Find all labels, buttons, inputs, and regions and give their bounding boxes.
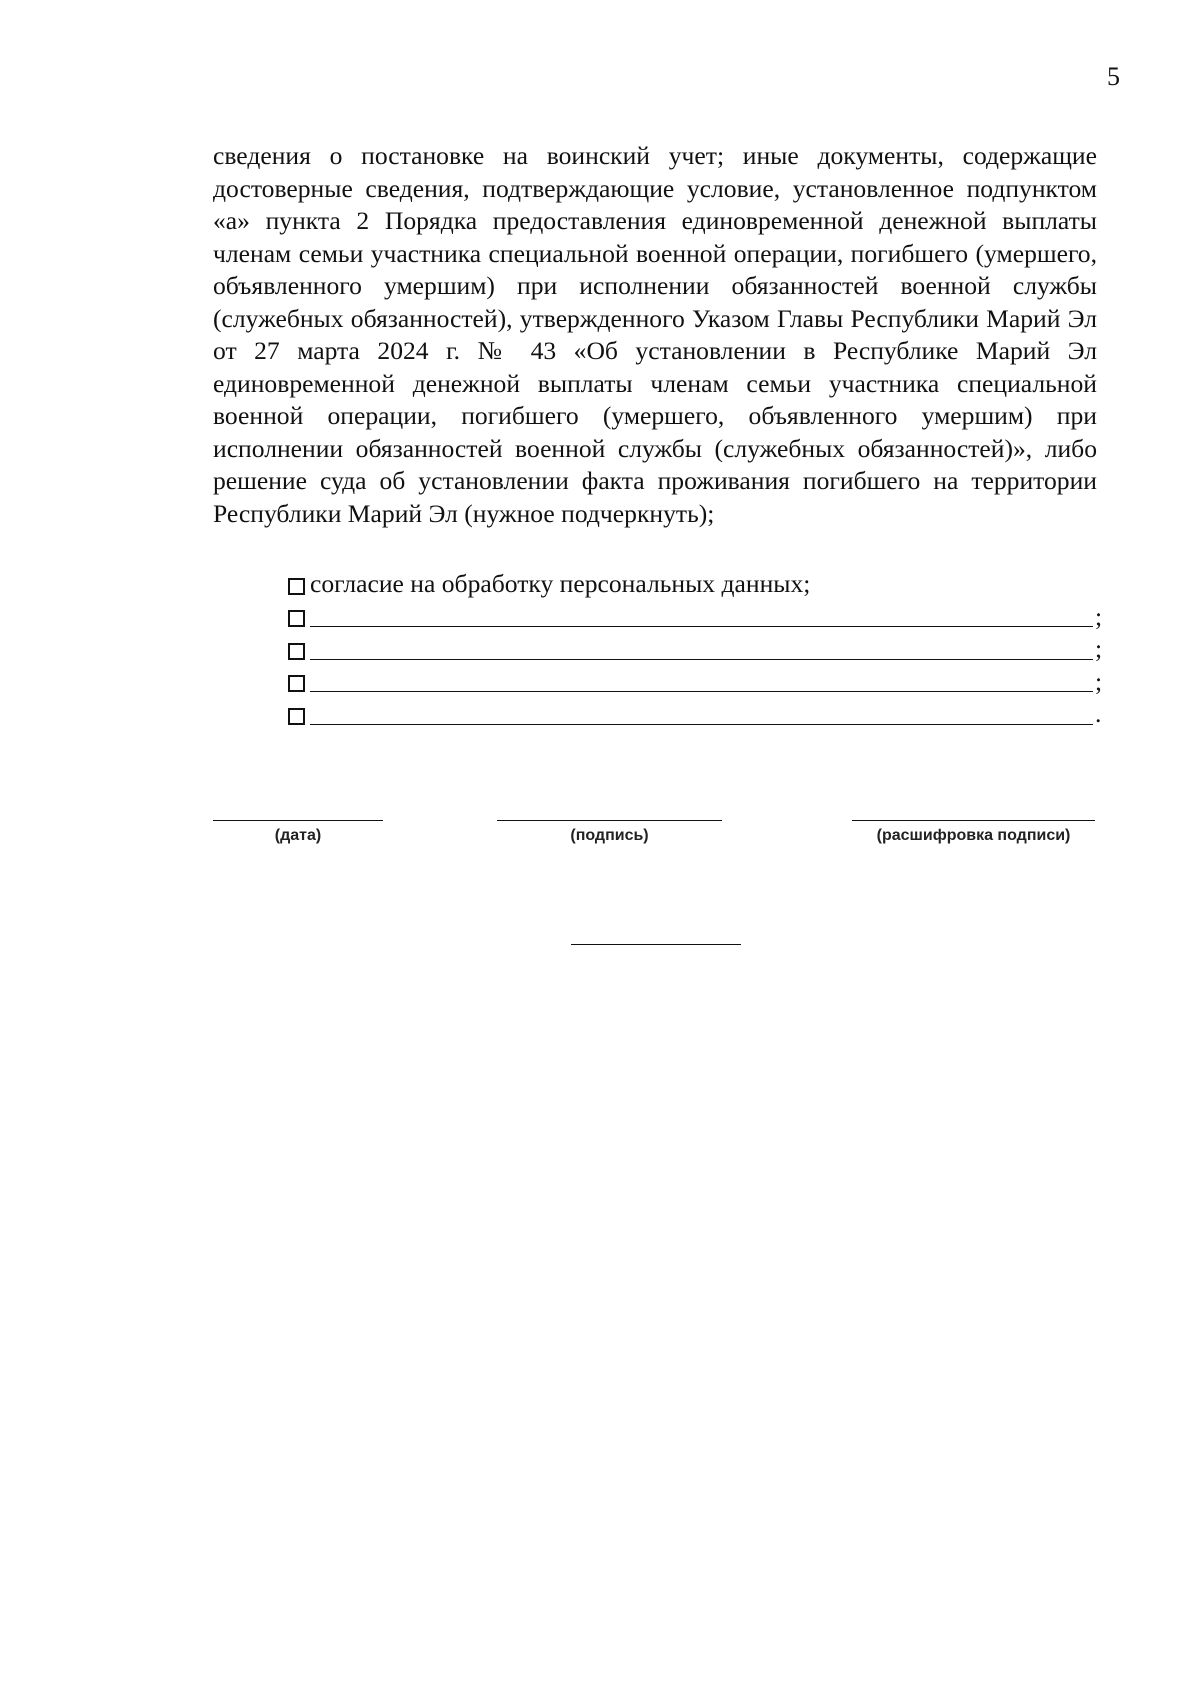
blank-fill-line-4[interactable]: [310, 702, 1093, 725]
consent-label: согласие на обработку персональных данных;: [310, 569, 811, 598]
date-line[interactable]: [213, 820, 383, 821]
checkbox-blank-2[interactable]: [288, 643, 305, 660]
date-caption: (дата): [274, 827, 322, 844]
checkbox-blank-4[interactable]: [288, 708, 305, 725]
checkbox-consent[interactable]: [288, 578, 305, 595]
page-number: 5: [1107, 62, 1120, 91]
date-field: [213, 820, 383, 845]
checklist-item-blank-1: [288, 601, 1110, 634]
blank-fill-line-2[interactable]: [310, 637, 1093, 660]
row-end-mark-3: ;: [1095, 666, 1103, 696]
signature-decoding-caption: (расшифровка подписи): [876, 827, 1071, 844]
checkbox-blank-1[interactable]: [288, 610, 305, 627]
signature-decoding-field: [852, 820, 1095, 845]
row-end-mark-2: ;: [1095, 634, 1103, 663]
checklist-item-blank-3: [288, 666, 1110, 699]
signature-decoding-line[interactable]: [852, 820, 1095, 821]
signature-field: [497, 820, 722, 845]
blank-fill-line-3[interactable]: [310, 669, 1093, 692]
row-end-mark-4: .: [1095, 699, 1102, 728]
row-end-mark-1: ;: [1095, 601, 1103, 631]
main-paragraph: сведения о постановке на воинский учет; иные документы, содержащие достоверные сведения, подтверждающие условие, установленное подпунктом «а» пункта 2 Порядка предоставления единовременной денежной выплаты членам семьи участника специальной военной операции, погибшего (умершего, объявленного умершим) при исполнении обязанностей военной службы (служебных обязанностей), утвержденного Указом Главы Республики Марий Эл от 27 марта 2024 г. № 43 «Об установлении в Республике Марий Эл единовременной денежной выплаты членам семьи участника специальной военной операции, погибшего (умершего, объявленного умершим) при исполнении обязанностей военной службы (служебных обязанностей)», либо решение суда об установлении факта проживания погибшего на территории Республики Марий Эл (нужное подчеркнуть);: [213, 141, 1097, 528]
blank-fill-line-1[interactable]: [310, 604, 1093, 627]
checklist-item-blank-2: [288, 633, 1110, 666]
checklist-item-blank-4: [288, 698, 1110, 731]
end-of-document-divider: [571, 944, 741, 945]
checklist-item-consent: [288, 568, 1110, 601]
document-checklist: [288, 568, 1110, 731]
checkbox-blank-3[interactable]: [288, 675, 305, 692]
signature-line[interactable]: [497, 820, 722, 821]
signature-caption: (подпись): [570, 827, 649, 844]
